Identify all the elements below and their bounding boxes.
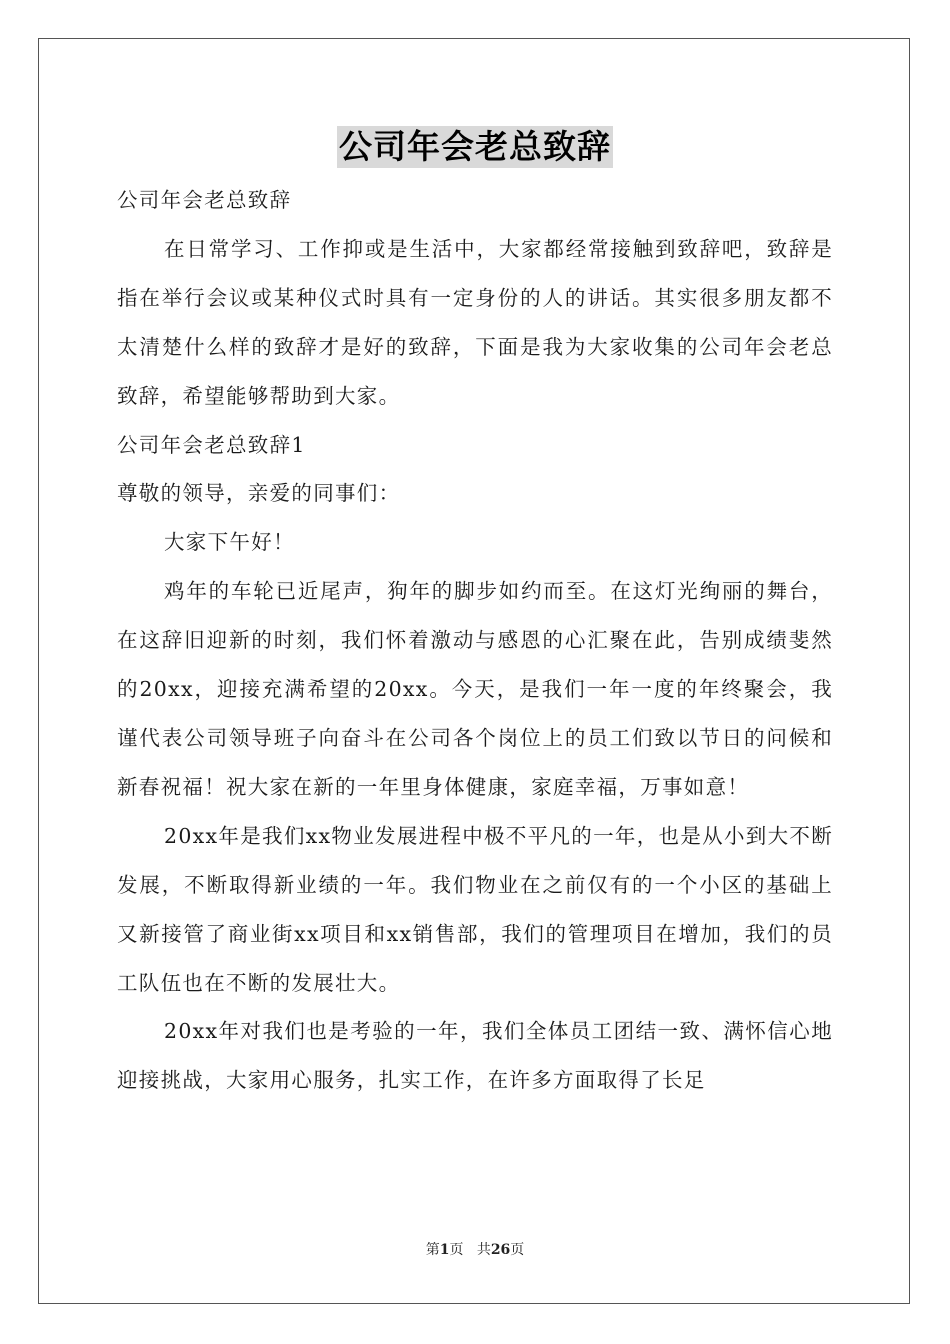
total-pages-number: 26 [490,1242,511,1258]
paragraph: 20xx年是我们xx物业发展进程中极不平凡的一年，也是从小到大不断发展，不断取得新业绩的一年。我们物业在之前仅有的一个小区的基础上又新接管了商业街xx项目和xx销售部，我们的管理项目在增加，我们的员工队伍也在不断的发展壮大。 [117,823,833,995]
paragraph: 鸡年的车轮已近尾声，狗年的脚步如约而至。在这灯光绚丽的舞台，在这辞旧迎新的时刻，我们怀着激动与感恩的心汇聚在此，告别成绩斐然的20xx，迎接充满希望的20xx。今天，是我们一年一度的年终聚会，我谨代表公司领导班子向奋斗在公司各个岗位上的员工们致以节日的问候和新春祝福！祝大家在新的一年里身体健康，家庭幸福，万事如意！ [117,579,833,799]
paragraph: 20xx年对我们也是考验的一年，我们全体员工团结一致、满怀信心地迎接挑战，大家用心服务，扎实工作，在许多方面取得了长足 [117,1019,833,1093]
paragraph: 尊敬的领导，亲爱的同事们： [117,481,401,506]
title-container [0,126,950,168]
page-label-suffix: 页 [449,1242,464,1258]
page-footer [0,1241,950,1259]
paragraph: 公司年会老总致辞1 [117,432,306,457]
paragraph: 公司年会老总致辞 [117,188,292,212]
page-label-prefix: 第 [425,1242,440,1258]
paragraph: 在日常学习、工作抑或是生活中，大家都经常接触到致辞吧，致辞是指在举行会议或某种仪式时具有一定身份的人的讲话。其实很多朋友都不太清楚什么样的致辞才是好的致辞，下面是我为大家收集的公司年会老总致辞，希望能够帮助到大家。 [117,236,833,408]
document-body [117,176,833,1105]
document-title: 公司年会老总致辞 [339,127,611,166]
current-page-number: 1 [439,1242,450,1258]
total-label-suffix: 页 [510,1242,525,1258]
paragraph: 大家下午好！ [164,530,295,555]
total-label-prefix: 共 [476,1242,491,1258]
